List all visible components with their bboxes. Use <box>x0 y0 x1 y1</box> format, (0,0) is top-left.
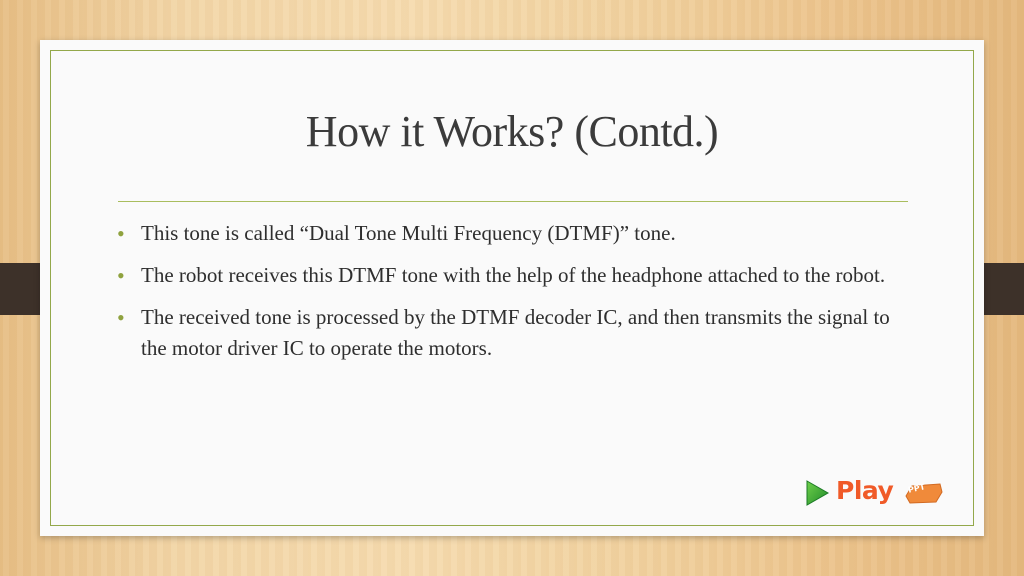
title-divider <box>118 201 908 202</box>
bullet-text: The robot receives this DTMF tone with the help of the headphone attached to the robot. <box>141 263 886 287</box>
playppt-logo <box>804 476 946 510</box>
bullet-dot-icon: • <box>117 221 125 246</box>
logo-tag: PPT <box>907 482 926 495</box>
bullet-text: This tone is called “Dual Tone Multi Frequency (DTMF)” tone. <box>141 221 676 245</box>
slide-card <box>40 40 984 536</box>
bullet-item <box>114 218 914 249</box>
bullet-item <box>114 302 914 364</box>
bullet-list <box>114 218 914 375</box>
play-triangle-icon <box>804 479 830 507</box>
bullet-dot-icon: • <box>117 263 125 288</box>
logo-word: Play <box>836 476 894 505</box>
bullet-text: The received tone is processed by the DTMF decoder IC, and then transmits the signal to the motor driver IC to operate the motors. <box>141 305 890 360</box>
slide-title: How it Works? (Contd.) <box>305 107 719 156</box>
bullet-dot-icon: • <box>117 305 125 330</box>
bullet-item <box>114 260 914 291</box>
